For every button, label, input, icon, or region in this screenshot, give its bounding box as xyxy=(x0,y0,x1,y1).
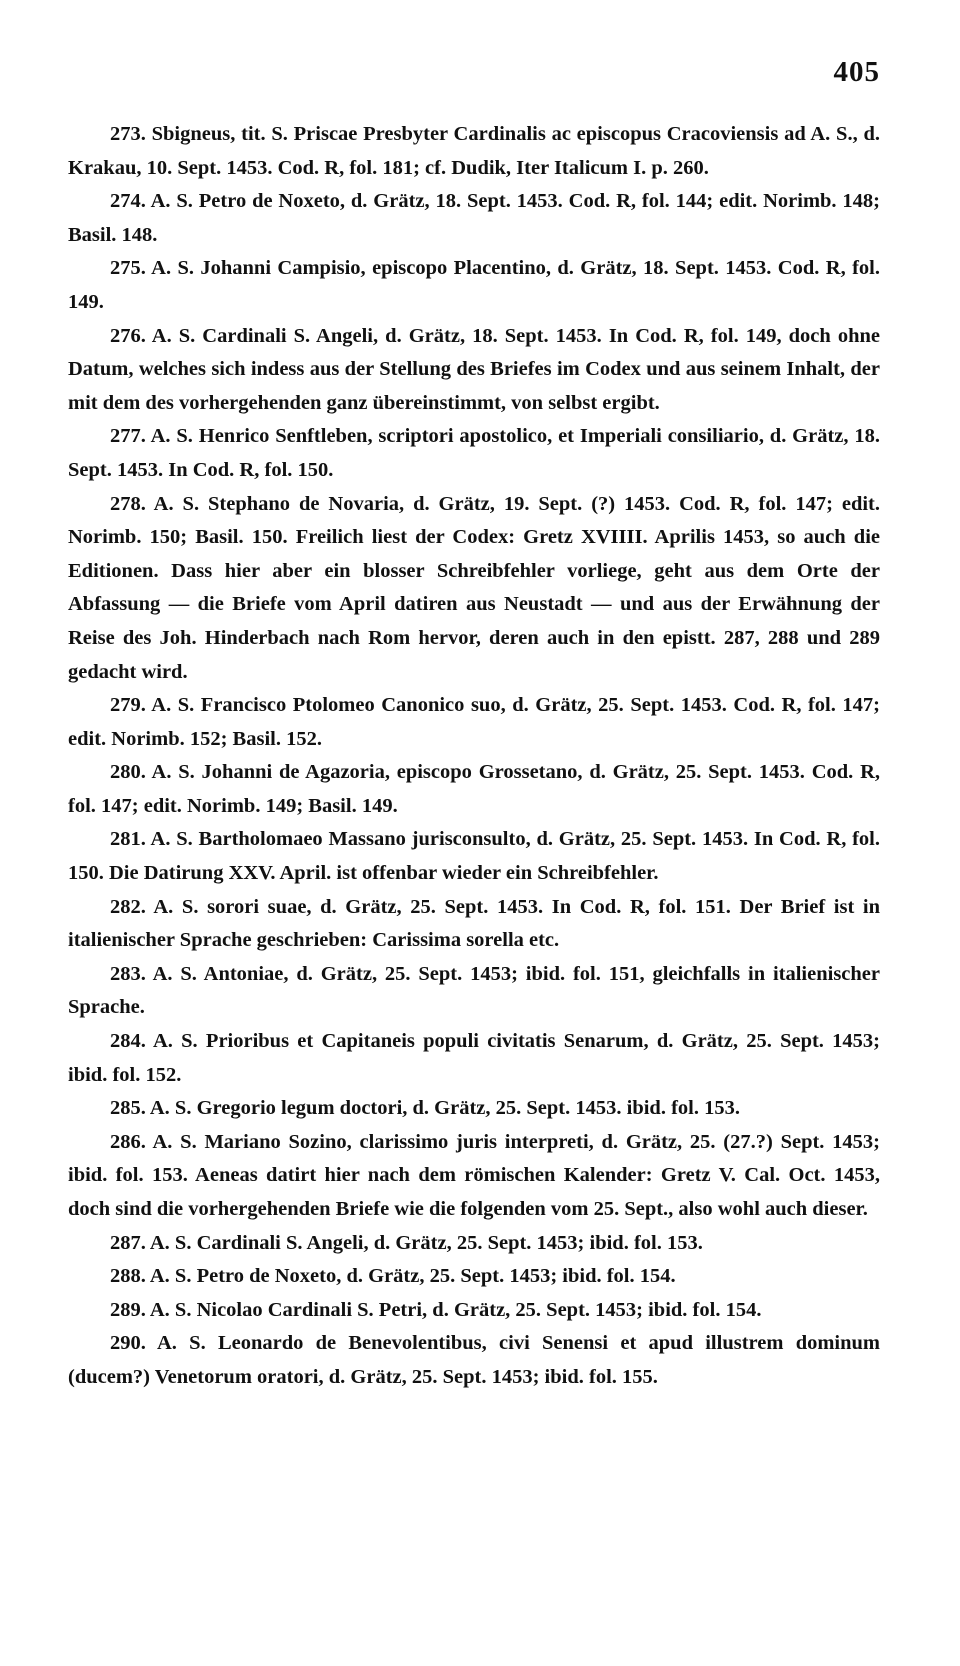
entry-288: 288. A. S. Petro de Noxeto, d. Grätz, 25. Sept. 1453; ibid. fol. 154. xyxy=(110,1265,676,1288)
entry-282: 282. A. S. sorori suae, d. Grätz, 25. Sept. 1453. In Cod. R, fol. 151. Der Brief ist in italienischer Sprache geschrieben: Carissima sorella etc. xyxy=(68,895,880,952)
entry-286: 286. A. S. Mariano Sozino, clarissimo juris interpreti, d. Grätz, 25. (27.?) Sept. 1453; ibid. fol. 153. Aeneas datirt hier nach dem römischen Kalender: Gretz V. Cal. Oct. 1453, doch sind die vorhergehenden Briefe wie die folgenden vom 25. Sept., also wohl auch dieser. xyxy=(68,1130,880,1220)
entry-287: 287. A. S. Cardinali S. Angeli, d. Grätz, 25. Sept. 1453; ibid. fol. 153. xyxy=(110,1231,703,1254)
entry-list xyxy=(68,118,880,1395)
entry-278: 278. A. S. Stephano de Novaria, d. Grätz, 19. Sept. (?) 1453. Cod. R, fol. 147; edit. Norimb. 150; Basil. 150. Freilich liest der Codex: Gretz XVIIII. Aprilis 1453, so auch die Editionen. Dass hier aber ein blosser Schreibfehler vorliege, geht aus dem Orte der Abfassung — die Briefe vom April datiren aus Neustadt — und aus der Erwähnung der Reise des Joh. Hinderbach nach Rom hervor, deren auch in den epistt. 287, 288 und 289 gedacht wird. xyxy=(68,492,880,683)
entry-276: 276. A. S. Cardinali S. Angeli, d. Grätz, 18. Sept. 1453. In Cod. R, fol. 149, doch ohne Datum, welches sich indess aus der Stellung des Briefes im Codex und aus seinem Inhalt, der mit dem des vorhergehenden ganz übereinstimmt, von selbst ergibt. xyxy=(68,324,880,414)
entry-281: 281. A. S. Bartholomaeo Massano jurisconsulto, d. Grätz, 25. Sept. 1453. In Cod. R, fol. 150. Die Datirung XXV. April. ist offenbar wieder ein Schreibfehler. xyxy=(68,828,880,885)
entry-290: 290. A. S. Leonardo de Benevolentibus, civi Senensi et apud illustrem dominum (ducem?) Venetorum oratori, d. Grätz, 25. Sept. 1453; ibid. fol. 155. xyxy=(68,1332,880,1388)
entry-283: 283. A. S. Antoniae, d. Grätz, 25. Sept. 1453; ibid. fol. 151, gleichfalls in italienischer Sprache. xyxy=(68,962,880,1019)
entry-277: 277. A. S. Henrico Senftleben, scriptori apostolico, et Imperiali consiliario, d. Grätz, 18. Sept. 1453. In Cod. R, fol. 150. xyxy=(68,425,880,481)
entry-273: 273. Sbigneus, tit. S. Priscae Presbyter Cardinalis ac episcopus Cracoviensis ad A. S., d. Krakau, 10. Sept. 1453. Cod. R, fol. 181; cf. Dudik, Iter Italicum I. p. 260. xyxy=(68,123,880,179)
entry-275: 275. A. S. Johanni Campisio, episcopo Placentino, d. Grätz, 18. Sept. 1453. Cod. R, fol. 149. xyxy=(68,257,880,313)
page-number: 405 xyxy=(833,56,880,88)
entry-284: 284. A. S. Prioribus et Capitaneis populi civitatis Senarum, d. Grätz, 25. Sept. 1453; ibid. fol. 152. xyxy=(68,1030,880,1086)
entry-280: 280. A. S. Johanni de Agazoria, episcopo Grossetano, d. Grätz, 25. Sept. 1453. Cod. R, fol. 147; edit. Norimb. 149; Basil. 149. xyxy=(68,761,880,817)
entry-285: 285. A. S. Gregorio legum doctori, d. Grätz, 25. Sept. 1453. ibid. fol. 153. xyxy=(110,1097,740,1120)
entry-274: 274. A. S. Petro de Noxeto, d. Grätz, 18. Sept. 1453. Cod. R, fol. 144; edit. Norimb. 148; Basil. 148. xyxy=(68,190,880,246)
entry-289: 289. A. S. Nicolao Cardinali S. Petri, d. Grätz, 25. Sept. 1453; ibid. fol. 154. xyxy=(110,1298,762,1321)
entry-279: 279. A. S. Francisco Ptolomeo Canonico suo, d. Grätz, 25. Sept. 1453. Cod. R, fol. 147; edit. Norimb. 152; Basil. 152. xyxy=(68,694,880,750)
